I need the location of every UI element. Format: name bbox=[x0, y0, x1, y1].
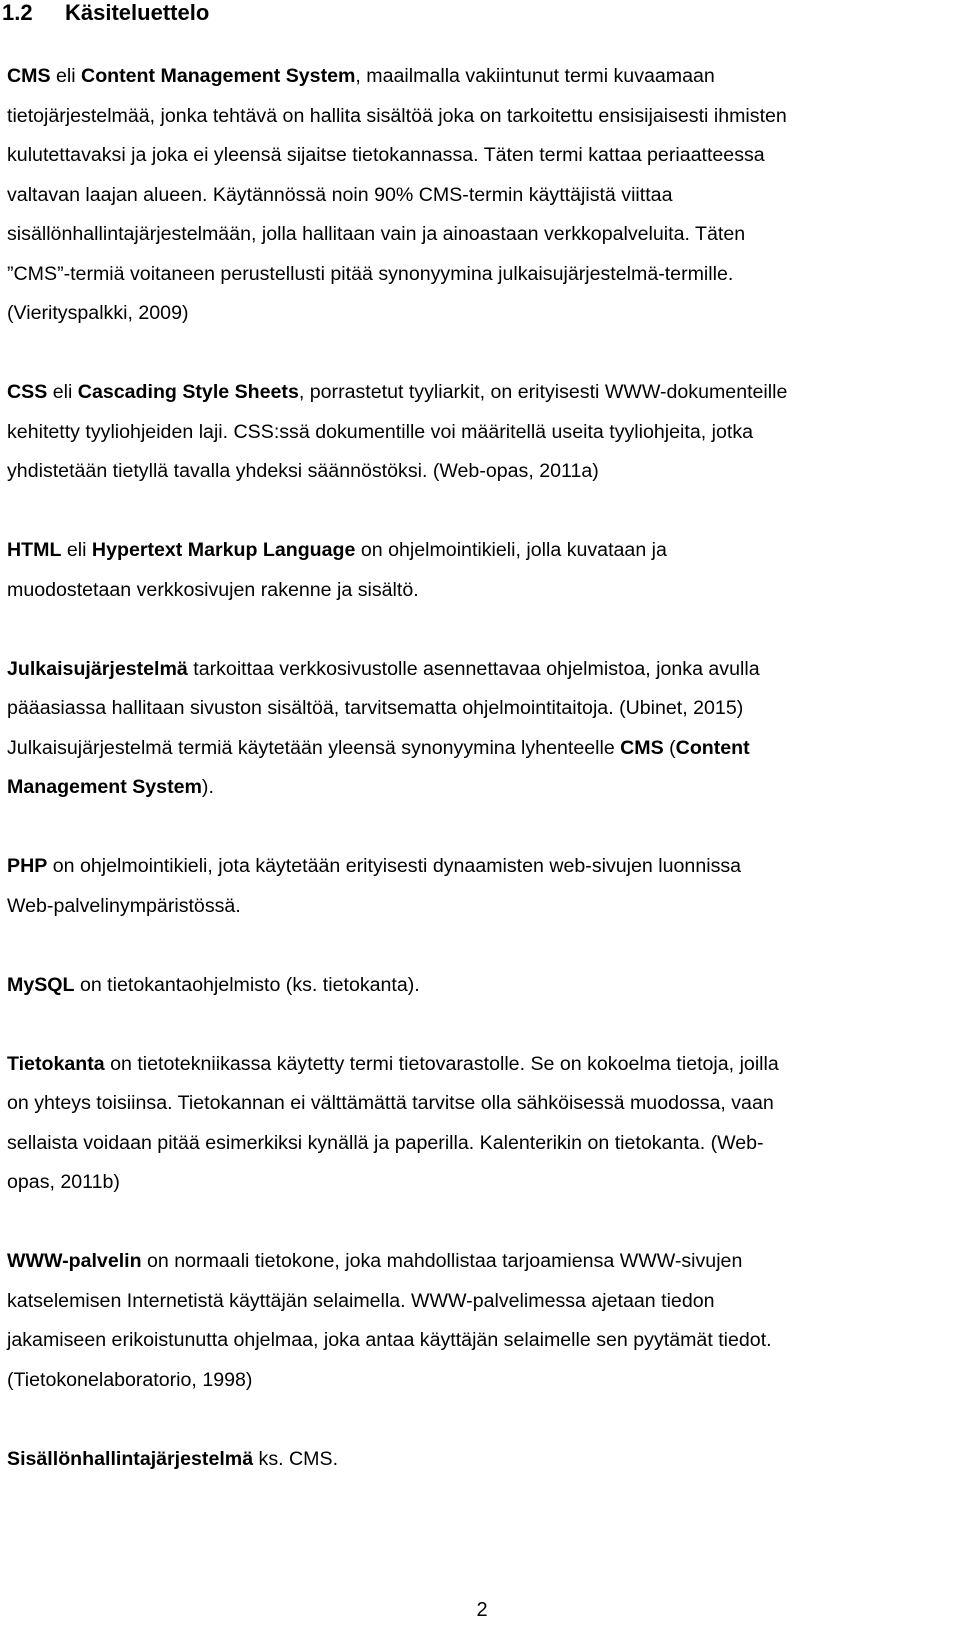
definition-text: on tietokantaohjelmisto (ks. tietokanta). bbox=[74, 973, 420, 996]
glossary-entry bbox=[7, 531, 957, 610]
text-line bbox=[7, 57, 957, 97]
term-name: Content Management System bbox=[81, 65, 356, 87]
term-name: WWW-palvelin bbox=[7, 1250, 142, 1272]
definition-text: , maailmalla vakiintunut termi kuvaamaan bbox=[355, 65, 715, 87]
text-line bbox=[7, 373, 957, 413]
page-number-text: 2 bbox=[476, 1599, 488, 1621]
term-name: Tietokanta bbox=[7, 1052, 105, 1075]
glossary-entry bbox=[7, 650, 957, 808]
definition-text: muodostetaan verkkosivujen rakenne ja sisältö. bbox=[7, 578, 419, 601]
text-line bbox=[7, 97, 957, 137]
definition-text: eli bbox=[47, 381, 78, 403]
text-line bbox=[7, 1163, 957, 1203]
text-line bbox=[7, 215, 957, 255]
definition-text: eli bbox=[61, 539, 92, 561]
definition-text: tietojärjestelmää, jonka tehtävä on hallita sisältöä joka on tarkoitettu ensisijaisesti ihmisten bbox=[7, 104, 787, 127]
definition-text: yhdistetään tietyllä tavalla yhdeksi säännöstöksi. (Web-opas, 2011a) bbox=[7, 460, 599, 482]
text-line bbox=[7, 768, 957, 808]
definition-text: on ohjelmointikieli, jolla kuvataan ja bbox=[355, 539, 667, 561]
text-line bbox=[7, 966, 957, 1006]
page-number bbox=[0, 1598, 960, 1622]
definition-text: sisällönhallintajärjestelmään, jolla hallitaan vain ja ainoastaan verkkopalveluita. Täten bbox=[7, 223, 746, 245]
text-line bbox=[7, 1440, 957, 1480]
definition-text: Julkaisujärjestelmä termiä käytetään yleensä synonyymina lyhenteelle bbox=[7, 736, 621, 759]
text-line bbox=[7, 847, 957, 887]
definition-text: pääasiassa hallitaan sivuston sisältöä, tarvitsematta ohjelmointitaitoja. (Ubinet, 2015) bbox=[7, 697, 744, 719]
text-line bbox=[7, 1282, 957, 1322]
section-heading bbox=[2, 0, 209, 26]
definition-text: ). bbox=[201, 776, 214, 798]
definition-text: sellaista voidaan pitää esimerkiksi kynällä ja paperilla. Kalenterikin on tietokanta. (Web- bbox=[7, 1131, 764, 1154]
text-line bbox=[7, 729, 957, 769]
definition-text: (Tietokonelaboratorio, 1998) bbox=[7, 1368, 253, 1391]
text-line bbox=[7, 1361, 957, 1401]
glossary-entry bbox=[7, 1242, 957, 1400]
text-line bbox=[7, 650, 957, 690]
glossary-entry bbox=[7, 847, 957, 926]
definition-text: kehitetty tyyliohjeiden laji. CSS:ssä dokumentille voi määritellä useita tyyliohjeita, jotka bbox=[7, 420, 754, 443]
text-line bbox=[7, 571, 957, 611]
term-name: Julkaisujärjestelmä bbox=[7, 657, 188, 680]
definition-text: ”CMS”-termiä voitaneen perustellusti pitää synonyymina julkaisujärjestelmä-termille. bbox=[7, 262, 734, 285]
definition-text: Web-palvelinympäristössä. bbox=[7, 894, 241, 917]
term-name: Management System bbox=[7, 776, 202, 798]
section-number: 1.2 bbox=[2, 0, 33, 25]
definition-text: kulutettavaksi ja joka ei yleensä sijaitse tietokannassa. Täten termi kattaa periaatteessa bbox=[7, 144, 765, 166]
term-name: Cascading Style Sheets bbox=[77, 381, 299, 403]
glossary-entry bbox=[7, 373, 957, 492]
definition-text: on yhteys toisiinsa. Tietokannan ei välttämättä tarvitse olla sähköisessä muodossa, vaan bbox=[7, 1092, 774, 1114]
text-line bbox=[7, 887, 957, 927]
glossary-entry bbox=[7, 966, 957, 1006]
definition-text: opas, 2011b) bbox=[7, 1171, 120, 1193]
text-line bbox=[7, 176, 957, 216]
definition-text: tarkoittaa verkkosivustolle asennettavaa ohjelmistoa, jonka avulla bbox=[187, 657, 760, 680]
text-line bbox=[7, 294, 957, 334]
glossary-content bbox=[7, 57, 957, 1479]
text-line bbox=[7, 531, 957, 571]
definition-text: on ohjelmointikieli, jota käytetään erityisesti dynaamisten web-sivujen luonnissa bbox=[47, 855, 742, 877]
term-name: MySQL bbox=[7, 973, 75, 996]
text-line bbox=[7, 1242, 957, 1282]
text-line bbox=[7, 1045, 957, 1085]
definition-text: ( bbox=[663, 736, 676, 759]
definition-text: valtavan laajan alueen. Käytännössä noin 90% CMS-termin käyttäjistä viittaa bbox=[7, 183, 673, 206]
definition-text: eli bbox=[50, 65, 82, 87]
term-name: CSS bbox=[7, 381, 48, 403]
section-title: Käsiteluettelo bbox=[65, 0, 210, 25]
glossary-entry bbox=[7, 1440, 957, 1480]
term-name: Content bbox=[675, 736, 750, 759]
definition-text: katselemisen Internetistä käyttäjän selaimella. WWW-palvelimessa ajetaan tiedon bbox=[7, 1289, 715, 1312]
text-line bbox=[7, 136, 957, 176]
term-name: CMS bbox=[620, 736, 664, 759]
text-line bbox=[7, 689, 957, 729]
definition-text: (Vierityspalkki, 2009) bbox=[7, 302, 189, 324]
term-name: HTML bbox=[7, 539, 62, 561]
term-name: Hypertext Markup Language bbox=[91, 539, 356, 561]
term-name: CMS bbox=[7, 65, 51, 87]
glossary-entry bbox=[7, 57, 957, 334]
text-line bbox=[7, 1124, 957, 1164]
text-line bbox=[7, 413, 957, 453]
text-line bbox=[7, 1084, 957, 1124]
definition-text: , porrastetut tyyliarkit, on erityisesti WWW-dokumenteille bbox=[298, 381, 788, 403]
text-line bbox=[7, 1321, 957, 1361]
term-name: Sisällönhallintajärjestelmä bbox=[7, 1447, 254, 1470]
glossary-entry bbox=[7, 1045, 957, 1203]
definition-text: jakamiseen erikoistunutta ohjelmaa, joka antaa käyttäjän selaimelle sen pyytämät tiedot. bbox=[7, 1329, 772, 1351]
term-name: PHP bbox=[7, 855, 48, 877]
definition-text: ks. CMS. bbox=[253, 1447, 339, 1470]
text-line bbox=[7, 255, 957, 295]
definition-text: on normaali tietokone, joka mahdollistaa tarjoamiensa WWW-sivujen bbox=[141, 1250, 743, 1272]
definition-text: on tietotekniikassa käytetty termi tietovarastolle. Se on kokoelma tietoja, joilla bbox=[104, 1052, 779, 1075]
text-line bbox=[7, 452, 957, 492]
